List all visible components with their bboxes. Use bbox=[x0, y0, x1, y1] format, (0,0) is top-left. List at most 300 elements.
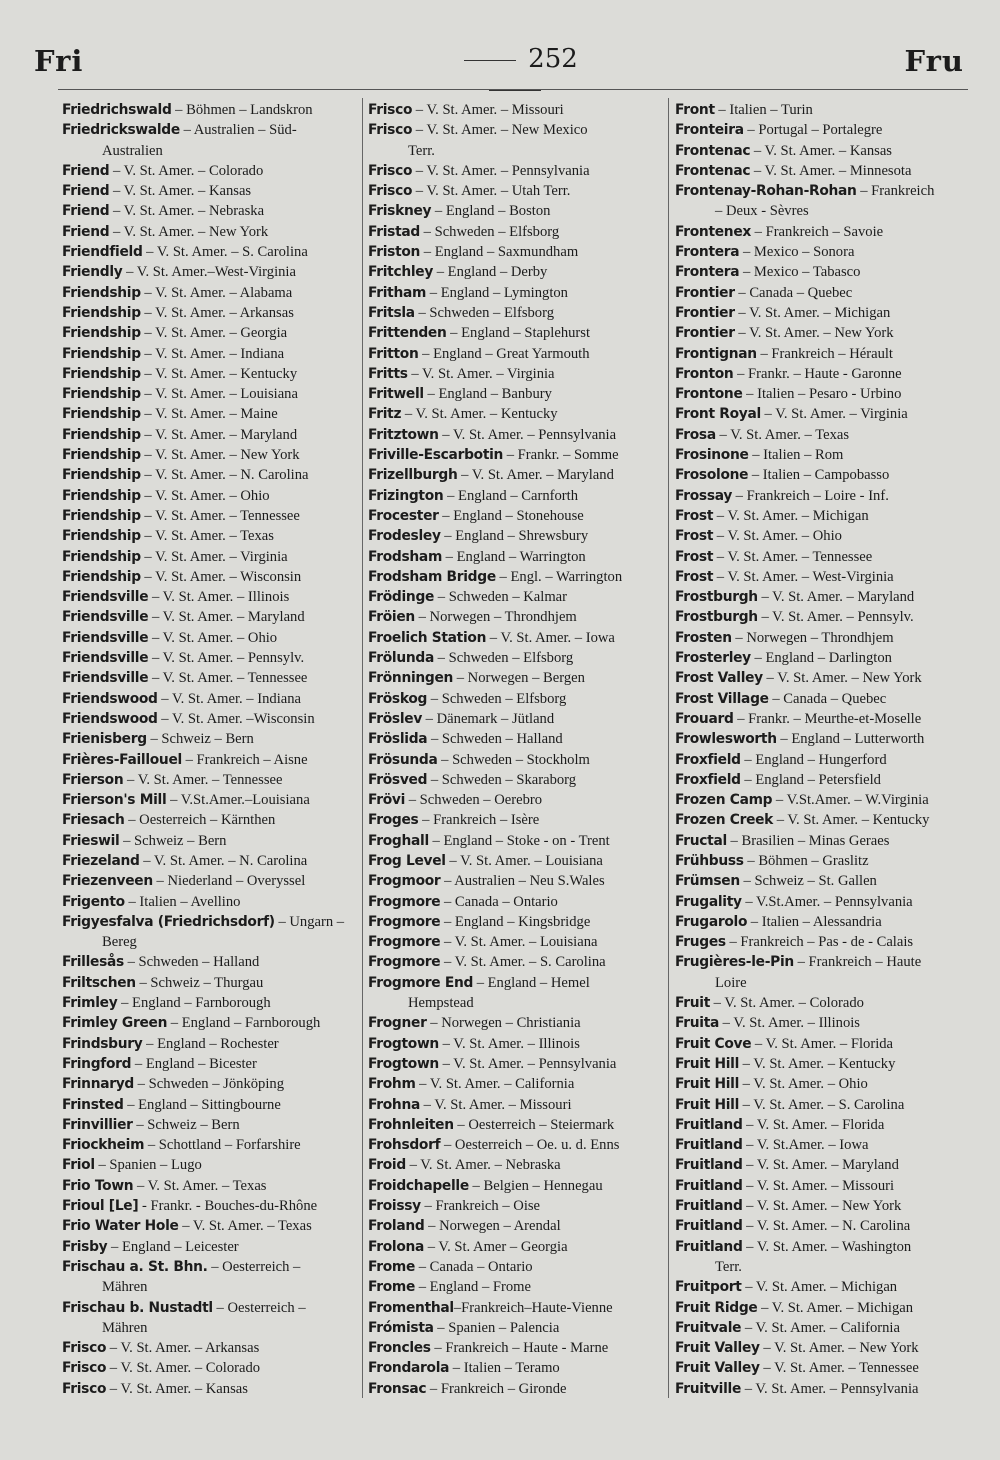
entry-place-name: Frontenac bbox=[675, 162, 751, 179]
entry-place-name: Frösved bbox=[368, 771, 428, 788]
entry-place-name: Frisco bbox=[368, 183, 413, 200]
gazetteer-entry bbox=[368, 1155, 668, 1175]
entry-location: – V. St. Amer. – Texas bbox=[178, 1218, 312, 1235]
gazetteer-entry bbox=[62, 1257, 362, 1298]
entry-location: – Brasilien – Minas Geraes bbox=[726, 832, 890, 849]
entry-place-name: Friedrichswald bbox=[62, 102, 172, 118]
entry-location: – Norwegen – Throndhjem bbox=[731, 629, 894, 646]
gazetteer-entry bbox=[368, 242, 668, 262]
entry-place-name: Fromenthal bbox=[368, 1299, 454, 1316]
entry-place-name: Fruit Cove bbox=[675, 1035, 752, 1052]
entry-location: – V. St. Amer. – Alabama bbox=[140, 284, 293, 301]
entry-place-name: Friendswood bbox=[62, 690, 158, 707]
entry-place-name: Frozen Creek bbox=[675, 812, 774, 829]
gazetteer-entry bbox=[62, 364, 362, 384]
entry-location: – England – Carnforth bbox=[443, 487, 578, 504]
entry-place-name: Frisco bbox=[368, 122, 413, 139]
entry-place-name: Frosten bbox=[675, 629, 732, 646]
entry-location: – England – Hemel bbox=[473, 974, 590, 991]
gazetteer-entry bbox=[675, 607, 975, 627]
entry-location: – V. St. Amer. – Wisconsin bbox=[140, 568, 302, 585]
entry-place-name: Frisco bbox=[62, 1360, 107, 1377]
gazetteer-entry bbox=[675, 1155, 975, 1175]
entry-location: – V. St. Amer. – Indiana bbox=[157, 690, 301, 707]
entry-location: – V. St. Amer. – Florida bbox=[742, 1116, 885, 1133]
entry-place-name: Fritton bbox=[368, 345, 419, 362]
entry-location: – Spanien – Lugo bbox=[94, 1157, 202, 1174]
entry-location: – Canada – Quebec bbox=[768, 690, 887, 707]
entry-location: – V.St.Amer. – Pennsylvania bbox=[741, 893, 913, 910]
entry-place-name: Frimley Green bbox=[62, 1015, 168, 1032]
entry-location: – Frankreich – Savoie bbox=[750, 223, 884, 240]
entry-location: – V. St. Amer. – Ohio bbox=[140, 487, 270, 504]
entry-place-name: Frioul [Le] bbox=[62, 1198, 139, 1215]
gazetteer-entry bbox=[62, 120, 362, 161]
entry-place-name: Frohsdorf bbox=[368, 1137, 441, 1154]
entry-location: – Belgien – Hennegau bbox=[468, 1177, 603, 1194]
gazetteer-entry bbox=[62, 526, 362, 546]
entry-location: – Canada – Quebec bbox=[734, 284, 853, 301]
entry-location: – England – Derby bbox=[433, 264, 548, 281]
entry-place-name: Fruita bbox=[675, 1015, 720, 1032]
entry-location: – England – Warrington bbox=[442, 548, 586, 565]
entry-location: – V. St. Amer. – Pennsylvania bbox=[412, 162, 590, 179]
entry-place-name: Fritz bbox=[368, 406, 402, 423]
entry-location: – V. St. Amer. – Texas bbox=[133, 1177, 267, 1194]
gazetteer-entry bbox=[368, 1034, 668, 1054]
entry-location: – Böhmen – Landskron bbox=[171, 102, 313, 118]
entry-location: – England – Lymington bbox=[426, 284, 568, 301]
gazetteer-entry bbox=[368, 1379, 668, 1399]
gazetteer-entry bbox=[675, 364, 975, 384]
entry-place-name: Frogmoor bbox=[368, 873, 441, 890]
gazetteer-entry bbox=[62, 628, 362, 648]
gazetteer-entry bbox=[675, 1115, 975, 1135]
gazetteer-entry bbox=[368, 364, 668, 384]
entry-location: – V. St. Amer. – New York bbox=[109, 223, 269, 240]
entry-location: – V. St. Amer. – Arkansas bbox=[106, 1340, 260, 1357]
entry-place-name: Frosinone bbox=[675, 447, 749, 464]
entry-location: – V. St. Amer. – Indiana bbox=[140, 345, 285, 362]
entry-location: – Ungarn – bbox=[274, 913, 345, 930]
entry-place-name: Frowlesworth bbox=[675, 731, 777, 748]
entry-place-name: Friezeland bbox=[62, 852, 140, 869]
entry-place-name: Frühbuss bbox=[675, 852, 744, 869]
entry-place-name: Friendship bbox=[62, 284, 141, 301]
entry-place-name: Fronton bbox=[675, 365, 734, 382]
gazetteer-entry bbox=[368, 425, 668, 445]
entry-location: – V. St. Amer. – Colorado bbox=[710, 995, 864, 1012]
entry-place-name: Frio Town bbox=[62, 1177, 134, 1194]
entry-place-name: Friol bbox=[62, 1157, 95, 1174]
entry-location: – V. St. Amer. – Virginia bbox=[140, 548, 288, 565]
entry-location: – Mexico – Sonora bbox=[739, 244, 855, 261]
entry-location: – Frankreich – Gironde bbox=[426, 1380, 567, 1397]
entry-location: – V. St. Amer. – Kentucky bbox=[739, 1055, 896, 1072]
gazetteer-entry bbox=[675, 486, 975, 506]
entry-location: – England – Saxmundham bbox=[420, 244, 579, 261]
entry-place-name: Frierson's Mill bbox=[62, 792, 167, 809]
gazetteer-entry bbox=[368, 689, 668, 709]
entry-location: – Schweiz – Bern bbox=[146, 731, 254, 748]
gazetteer-entry bbox=[368, 973, 668, 1014]
entry-place-name: Fruit Hill bbox=[675, 1055, 740, 1072]
gazetteer-entry bbox=[368, 526, 668, 546]
entry-place-name: Friltschen bbox=[62, 974, 136, 991]
gazetteer-entry bbox=[62, 323, 362, 343]
entry-location: – V. St. Amer.–West-Virginia bbox=[122, 264, 296, 281]
gazetteer-entry bbox=[675, 1034, 975, 1054]
gazetteer-entry bbox=[62, 465, 362, 485]
gazetteer-entry bbox=[675, 729, 975, 749]
gazetteer-entry bbox=[62, 851, 362, 871]
entry-place-name: Frogmore bbox=[368, 913, 441, 930]
entry-place-name: Froghall bbox=[368, 832, 429, 849]
entry-location: – V. St. Amer. – Louisiana bbox=[440, 934, 598, 951]
entry-location: – Frankreich bbox=[856, 183, 935, 200]
entry-place-name: Froidchapelle bbox=[368, 1177, 469, 1194]
gazetteer-entry bbox=[368, 587, 668, 607]
entry-place-name: Frindsbury bbox=[62, 1035, 143, 1052]
entry-location: – Italien – Campobasso bbox=[748, 467, 890, 484]
gazetteer-entry bbox=[62, 790, 362, 810]
entry-location: – Italien – Avellino bbox=[124, 893, 241, 910]
entry-location: – Norwegen – Christiania bbox=[426, 1015, 581, 1032]
page-number-block bbox=[420, 44, 610, 104]
gazetteer-entry bbox=[62, 1196, 362, 1216]
entry-place-name: Frohm bbox=[368, 1076, 416, 1093]
entry-location: – V. St. Amer. – Georgia bbox=[140, 325, 288, 342]
entry-location: – Schweden – Oerebro bbox=[405, 792, 543, 809]
entry-location: – V. St. Amer. – Tennessee bbox=[713, 548, 873, 565]
entry-place-name: Frillesås bbox=[62, 954, 124, 971]
gazetteer-entry bbox=[368, 445, 668, 465]
entry-place-name: Frödinge bbox=[368, 589, 435, 606]
column-3 bbox=[675, 100, 975, 1399]
entry-place-name: Frontier bbox=[675, 284, 735, 301]
gazetteer-entry bbox=[62, 486, 362, 506]
entry-location: – Oesterreich – bbox=[212, 1299, 306, 1316]
entry-location: – Schweden – Skaraborg bbox=[427, 771, 577, 788]
entry-place-name: Fruitport bbox=[675, 1279, 742, 1296]
entry-location: – V. St. Amer. – S. Carolina bbox=[142, 244, 308, 261]
entry-location: – Dänemark – Jütland bbox=[422, 710, 555, 727]
entry-place-name: Friendship bbox=[62, 487, 141, 504]
gazetteer-entry bbox=[62, 912, 362, 953]
entry-continuation: Terr. bbox=[715, 1258, 742, 1275]
entry-place-name: Frizellburgh bbox=[368, 467, 458, 484]
entry-location: – Schottland – Forfarshire bbox=[144, 1137, 301, 1154]
entry-location: – V. St. Amer. – Utah Terr. bbox=[412, 183, 571, 200]
entry-location: – V. St. Amer. – Ohio bbox=[713, 528, 842, 545]
gazetteer-entry bbox=[62, 973, 362, 993]
entry-place-name: Frontenay-Rohan-Rohan bbox=[675, 183, 857, 200]
entry-place-name: Frinvillier bbox=[62, 1116, 133, 1133]
entry-location: – V. St. Amer. – Tennessee bbox=[759, 1360, 919, 1377]
gazetteer-entry bbox=[675, 526, 975, 546]
gazetteer-entry bbox=[368, 100, 668, 120]
entry-place-name: Frómista bbox=[368, 1319, 434, 1336]
gazetteer-entry bbox=[62, 181, 362, 201]
entry-location: – Frankr. – Meurthe-et-Moselle bbox=[733, 710, 922, 727]
entry-location: – Schweden – Elfsborg bbox=[419, 223, 560, 240]
entry-location: – England – Darlington bbox=[750, 650, 892, 667]
entry-location: – V. St. Amer. – N. Carolina bbox=[139, 852, 308, 869]
entry-place-name: Fringford bbox=[62, 1055, 132, 1072]
entry-location: – V. St. Amer. – Kansas bbox=[109, 183, 252, 200]
gazetteer-entry bbox=[62, 952, 362, 972]
entry-location: –Frankreich–Haute-Vienne bbox=[453, 1299, 613, 1316]
entry-location: – England – Farnborough bbox=[117, 995, 271, 1012]
entry-place-name: Frontera bbox=[675, 244, 740, 261]
entry-place-name: Frinnaryd bbox=[62, 1076, 135, 1093]
entry-place-name: Froid bbox=[368, 1157, 406, 1174]
gazetteer-entry bbox=[368, 952, 668, 972]
entry-location: – Schweden – Elfsborg bbox=[434, 650, 574, 667]
gazetteer-entry bbox=[368, 567, 668, 587]
entry-place-name: Frisco bbox=[62, 1380, 107, 1397]
page-number: 252 bbox=[528, 44, 578, 74]
entry-place-name: Frösunda bbox=[368, 751, 438, 768]
entry-location: – V. St. Amer. – Kentucky bbox=[401, 406, 558, 423]
entry-continuation: Hempstead bbox=[408, 995, 474, 1012]
entry-place-name: Frome bbox=[368, 1279, 416, 1296]
gazetteer-entry bbox=[368, 486, 668, 506]
entry-place-name: Fristad bbox=[368, 223, 420, 240]
entry-location: – Italien – Teramo bbox=[449, 1360, 560, 1377]
gazetteer-entry bbox=[368, 1358, 668, 1378]
entry-place-name: Frogner bbox=[368, 1015, 427, 1032]
gazetteer-entry bbox=[675, 750, 975, 770]
entry-place-name: Friendswood bbox=[62, 710, 158, 727]
entry-place-name: Froxfield bbox=[675, 771, 741, 788]
entry-place-name: Frocester bbox=[368, 507, 439, 524]
gazetteer-entry bbox=[368, 1298, 668, 1318]
entry-place-name: Friedrickswalde bbox=[62, 122, 180, 139]
entry-place-name: Friendsville bbox=[62, 629, 149, 646]
gazetteer-entry bbox=[368, 384, 668, 404]
entry-place-name: Frugarolo bbox=[675, 913, 748, 930]
gazetteer-entry bbox=[62, 344, 362, 364]
entry-location: – V. St. Amer. – New York bbox=[140, 447, 300, 464]
gazetteer-entry bbox=[368, 750, 668, 770]
entry-place-name: Froxfield bbox=[675, 751, 741, 768]
entry-location: – V. St. Amer. – Florida bbox=[751, 1035, 894, 1052]
gazetteer-entry bbox=[675, 1196, 975, 1216]
gazetteer-entry bbox=[62, 425, 362, 445]
entry-location: – V. St. Amer. – Illinois bbox=[719, 1015, 860, 1032]
gazetteer-entry bbox=[368, 201, 668, 221]
entry-location: – Australien – Süd- bbox=[179, 122, 297, 139]
entry-place-name: Front Royal bbox=[675, 406, 761, 423]
gazetteer-entry bbox=[62, 831, 362, 851]
entry-location: – England – Stoke - on - Trent bbox=[428, 832, 610, 849]
gazetteer-entry bbox=[62, 547, 362, 567]
entry-place-name: Fruitland bbox=[675, 1157, 743, 1174]
entry-location: – V. St. Amer. – New Mexico bbox=[412, 122, 588, 139]
gazetteer-entry bbox=[368, 1115, 668, 1135]
entry-location: – V. St. Amer. – Kentucky bbox=[773, 812, 930, 829]
entry-continuation: Mähren bbox=[102, 1279, 148, 1296]
entry-location: – Frankreich – Haute bbox=[793, 954, 922, 971]
gazetteer-entry bbox=[368, 1176, 668, 1196]
entry-place-name: Friendship bbox=[62, 365, 141, 382]
entry-location: – England – Hungerford bbox=[740, 751, 887, 768]
entry-place-name: Frost Village bbox=[675, 690, 769, 707]
entry-location: – England – Banbury bbox=[423, 386, 552, 403]
entry-place-name: Froland bbox=[368, 1218, 425, 1235]
header-right-guide-word: Fru bbox=[904, 44, 964, 78]
entry-place-name: Frosa bbox=[675, 426, 716, 443]
gazetteer-entry bbox=[675, 1135, 975, 1155]
entry-place-name: Froncles bbox=[368, 1340, 431, 1357]
entry-place-name: Frohna bbox=[368, 1096, 420, 1113]
gazetteer-entry bbox=[368, 262, 668, 282]
entry-location: – V. St. Amer. – New York bbox=[759, 1340, 919, 1357]
entry-location: – Norwegen – Throndhjem bbox=[414, 609, 577, 626]
entry-place-name: Frohnleiten bbox=[368, 1116, 454, 1133]
entry-location: – V. St. Amer. – Missouri bbox=[412, 102, 564, 118]
entry-place-name: Frome bbox=[368, 1258, 416, 1275]
gazetteer-entry bbox=[62, 404, 362, 424]
gazetteer-entry bbox=[368, 668, 668, 688]
entry-location: – Italien – Turin bbox=[714, 102, 813, 118]
entry-place-name: Frog Level bbox=[368, 852, 446, 869]
entry-place-name: Frimley bbox=[62, 995, 118, 1012]
entry-location: – Frankreich – Oise bbox=[420, 1198, 541, 1215]
entry-place-name: Fructal bbox=[675, 832, 727, 849]
entry-place-name: Frossay bbox=[675, 487, 733, 504]
entry-location: – V. St. Amer. – Tennessee bbox=[140, 507, 300, 524]
gazetteer-entry bbox=[62, 100, 362, 120]
entry-location: – V. St. Amer. – Kansas bbox=[750, 142, 892, 159]
gazetteer-entry bbox=[675, 709, 975, 729]
entry-location: – England – Rochester bbox=[142, 1035, 279, 1052]
gazetteer-entry bbox=[62, 1095, 362, 1115]
gazetteer-entry bbox=[368, 1054, 668, 1074]
entry-location: – England – Farnborough bbox=[167, 1015, 321, 1032]
entry-location: – Frankreich – Aisne bbox=[181, 751, 308, 768]
entry-location: – V. St.Amer. – Iowa bbox=[742, 1137, 869, 1154]
entry-place-name: Fruit Hill bbox=[675, 1096, 740, 1113]
entry-location: – V. St. Amer. – Michigan bbox=[713, 507, 869, 524]
gazetteer-entry bbox=[675, 283, 975, 303]
entry-location: – V. St. Amer. – Pennsylv. bbox=[148, 650, 305, 667]
gazetteer-entry bbox=[62, 729, 362, 749]
entry-place-name: Friendship bbox=[62, 507, 141, 524]
entry-place-name: Fröien bbox=[368, 609, 415, 626]
gazetteer-entry bbox=[368, 770, 668, 790]
gazetteer-entry bbox=[675, 912, 975, 932]
gazetteer-entry bbox=[368, 932, 668, 952]
entry-location: – V. St. Amer. – Pennsylvania bbox=[438, 1055, 617, 1072]
gazetteer-entry bbox=[675, 303, 975, 323]
entry-place-name: Friendly bbox=[62, 264, 123, 281]
entry-place-name: Friend bbox=[62, 162, 110, 179]
entry-place-name: Frigento bbox=[62, 893, 125, 910]
entry-place-name: Fritts bbox=[368, 365, 408, 382]
entry-place-name: Fruitvale bbox=[675, 1319, 742, 1336]
entry-location: – V. St. Amer. – Ohio bbox=[739, 1076, 868, 1093]
gazetteer-entry bbox=[62, 1135, 362, 1155]
entry-location: – V. St. Amer. – New York bbox=[742, 1198, 902, 1215]
gazetteer-entry bbox=[368, 1135, 668, 1155]
gazetteer-entry bbox=[675, 1074, 975, 1094]
entry-place-name: Frost bbox=[675, 528, 714, 545]
entry-place-name: Friendship bbox=[62, 406, 141, 423]
gazetteer-entry bbox=[675, 262, 975, 282]
entry-place-name: Fröslida bbox=[368, 731, 428, 748]
entry-location: – V. St. Amer. – California bbox=[415, 1076, 575, 1093]
gazetteer-entry bbox=[62, 1358, 362, 1378]
gazetteer-entry bbox=[62, 303, 362, 323]
entry-location: – England – Stonehouse bbox=[438, 507, 584, 524]
column-divider-2 bbox=[668, 98, 669, 1398]
entry-location: – England – Kingsbridge bbox=[440, 913, 591, 930]
entry-place-name: Friesach bbox=[62, 812, 125, 829]
entry-location: – V. St. Amer. – Virginia bbox=[760, 406, 908, 423]
entry-location: – Norwegen – Bergen bbox=[453, 670, 585, 687]
entry-place-name: Frischau b. Nustadtl bbox=[62, 1299, 213, 1316]
entry-location: – V. St. Amer – Georgia bbox=[424, 1238, 568, 1255]
entry-location: – V. St. Amer. – Pennsylv. bbox=[757, 609, 914, 626]
entry-location: – V. St. Amer. – Arkansas bbox=[140, 304, 294, 321]
entry-location: – V. St. Amer. – Texas bbox=[140, 528, 274, 545]
entry-place-name: Frostburgh bbox=[675, 589, 758, 606]
entry-continuation: Loire bbox=[715, 974, 747, 991]
entry-place-name: Frieswil bbox=[62, 832, 120, 849]
entry-place-name: Froissy bbox=[368, 1198, 421, 1215]
gazetteer-entry bbox=[62, 1074, 362, 1094]
gazetteer-entry bbox=[62, 201, 362, 221]
column-divider-1 bbox=[362, 98, 363, 1398]
entry-location: – Engl. – Warrington bbox=[495, 568, 623, 585]
gazetteer-entry bbox=[675, 810, 975, 830]
entry-location: – Portugal – Portalegre bbox=[743, 122, 883, 139]
entry-place-name: Friendsville bbox=[62, 670, 149, 687]
entry-location: – Spanien – Palencia bbox=[433, 1319, 560, 1336]
entry-place-name: Friockheim bbox=[62, 1137, 145, 1154]
entry-location: – Schweiz – Thurgau bbox=[135, 974, 264, 991]
entry-place-name: Friston bbox=[368, 244, 421, 261]
entry-place-name: Friendship bbox=[62, 304, 141, 321]
entry-location: – Schweden – Stockholm bbox=[437, 751, 590, 768]
entry-place-name: Frondarola bbox=[368, 1360, 450, 1377]
gazetteer-entry bbox=[675, 384, 975, 404]
gazetteer-entry bbox=[368, 547, 668, 567]
gazetteer-entry bbox=[675, 120, 975, 140]
entry-place-name: Friendsville bbox=[62, 609, 149, 626]
entry-place-name: Frövi bbox=[368, 792, 406, 809]
entry-place-name: Friendfield bbox=[62, 244, 143, 261]
gazetteer-entry bbox=[368, 323, 668, 343]
entry-location: – Oesterreich – Steiermark bbox=[453, 1116, 615, 1133]
gazetteer-entry bbox=[62, 1216, 362, 1236]
entry-place-name: Frosolone bbox=[675, 467, 749, 484]
gazetteer-entry bbox=[675, 141, 975, 161]
entry-place-name: Frontignan bbox=[675, 345, 757, 362]
entry-place-name: Frisco bbox=[368, 102, 413, 118]
entry-place-name: Frio Water Hole bbox=[62, 1218, 179, 1235]
entry-place-name: Froelich Station bbox=[368, 629, 487, 646]
entry-place-name: Frontera bbox=[675, 264, 740, 281]
gazetteer-entry bbox=[675, 1318, 975, 1338]
entry-location: – England – Frome bbox=[415, 1279, 531, 1296]
gazetteer-entry bbox=[62, 384, 362, 404]
entry-location: – Australien – Neu S.Wales bbox=[440, 873, 605, 890]
entry-location: – V. St. Amer. – Michigan bbox=[757, 1299, 914, 1316]
entry-place-name: Frisby bbox=[62, 1238, 108, 1255]
